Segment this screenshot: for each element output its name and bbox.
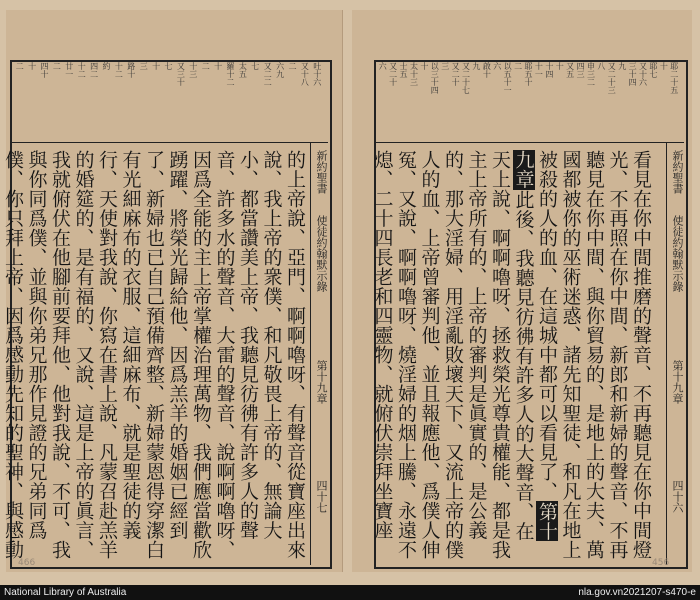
marginal-note: 太十三	[409, 62, 419, 86]
marginal-note: 三	[139, 62, 149, 70]
marginal-note: 九	[471, 62, 481, 70]
marginal-note: 六	[492, 62, 502, 70]
marginal-note: 八	[596, 62, 606, 70]
right-body-text	[371, 150, 652, 560]
left-running-title: 新約聖書	[315, 150, 328, 194]
marginal-note: 十四	[544, 62, 554, 78]
marginal-note: 十二	[114, 62, 124, 78]
left-body-text: 的上帝說、亞門、啊啊嚕呀、有聲音從寶座出來說、我上帝的衆僕、和凡敬畏上帝的、無論大小、都當讚美上帝、我聽見彷彿有許多人的聲音、許多水的聲音、大雷的聲音、說啊啊嚕呀、因爲全能的主上帝掌權治理萬物、我們應當歡欣踴躍、將榮光歸給他、因爲羔羊的婚姻已經到了、新婦也已自己預備齊整、新婦蒙恩得穿潔白有光細麻布的衣服、這細麻布、就是聖徒的義行、天使對我說、你寫在書上說、凡蒙召赴羔羊的婚筵的、是有福的、又說、這是上帝的眞言、我就俯伏在他腳前要拜他、他對我說、不可、我與你同爲僕、並與你弟兄那作見證的兄弟同爲僕、你只拜上帝、因爲感動先知的聖神、與感動	[2, 150, 306, 560]
marginal-note: 又二十	[451, 62, 461, 86]
left-page-number: 四十七	[315, 480, 328, 513]
marginal-note: 三	[440, 62, 450, 70]
marginal-note: 十	[151, 62, 161, 70]
right-marginal-notes	[374, 60, 684, 143]
marginal-note: 二	[288, 62, 297, 70]
marginal-note: 又十八	[300, 62, 310, 86]
right-page	[352, 10, 692, 572]
left-running-head-rule	[310, 142, 311, 565]
marginal-note: 十	[659, 62, 669, 70]
footer-identifier: nla.gov.vn2021207-s470-e	[578, 587, 696, 598]
marginal-note: 又二十	[388, 62, 398, 86]
marginal-note: 又三十	[176, 62, 186, 86]
footer-bar	[0, 585, 700, 600]
right-running-title: 新約聖書	[671, 150, 684, 194]
right-running-head-rule	[666, 142, 667, 565]
marginal-note: 又十六	[638, 62, 648, 86]
marginal-note: 十	[555, 62, 565, 70]
marginal-note: 十	[213, 62, 223, 70]
left-pencil-mark: 466	[18, 558, 36, 568]
right-page-number: 四十六	[671, 480, 684, 513]
marginal-note: 二	[513, 62, 523, 70]
left-book-title: 使徒約翰默示錄	[315, 215, 328, 292]
marginal-note: 四十	[40, 62, 49, 78]
marginal-note: 十	[419, 62, 429, 70]
marginal-note: 六九	[275, 62, 285, 78]
right-book-title: 使徒約翰默示錄	[671, 215, 684, 292]
marginal-note: 二	[52, 62, 62, 70]
chapter-marker-badge: 第十九章	[512, 150, 558, 541]
right-text-before: 看見在你中間推磨的聲音、不再聽見在你中間燈光、不再照在你中間、新郎和新婦的聲音、不再聽見在你中間、與你貿易的、是地上的大夫、萬國都被你的巫術迷惑、諸先知聖徒、和凡在地上被殺的人的血、在這城中都可以看見了、	[536, 150, 652, 560]
marginal-note: 十	[27, 62, 37, 70]
marginal-note: 路十	[126, 62, 136, 78]
marginal-note: 四二	[89, 62, 99, 78]
marginal-note: 十二	[77, 62, 87, 78]
marginal-note: 七	[164, 62, 173, 70]
marginal-note: 以五十一	[503, 62, 513, 94]
marginal-note: 三十四	[628, 62, 638, 86]
right-pencil-mark: 456	[652, 558, 670, 568]
marginal-note: 又五	[565, 62, 575, 78]
marginal-note: 士五	[399, 62, 409, 78]
left-marginal-notes	[10, 60, 328, 143]
right-chapter-label: 第十九章	[671, 360, 684, 404]
left-page	[2, 10, 343, 572]
marginal-note: 二	[15, 62, 25, 70]
footer-library-name: National Library of Australia	[4, 587, 127, 598]
marginal-note: 十一	[534, 62, 544, 78]
marginal-note: 啟十	[482, 62, 492, 78]
marginal-note: 申三二	[586, 62, 596, 86]
marginal-note: 廿一	[64, 62, 74, 78]
marginal-note: 四三	[576, 62, 586, 78]
marginal-note: 六	[378, 62, 388, 70]
marginal-note: 耶七	[648, 62, 658, 78]
marginal-note: 又二十三	[607, 62, 617, 94]
marginal-note: 耶二十五	[669, 62, 679, 94]
marginal-note: 羅十二	[226, 62, 235, 86]
marginal-note: 九	[617, 62, 627, 70]
marginal-note: 又二二	[263, 62, 273, 86]
marginal-note: 吐十六	[312, 62, 322, 86]
marginal-note: 耶五十	[524, 62, 533, 86]
marginal-note: 約	[102, 62, 111, 70]
marginal-note: 七	[250, 62, 260, 70]
marginal-note: 二	[201, 62, 211, 70]
right-text-after: 此後、我聽見彷彿有許多人的大聲音、在天上說、啊啊嚕呀、拯救榮光尊貴權能、都是我主上帝所有的、上帝的審判是眞實的、是公義的、那大淫婦、用淫亂敗壞天下、又流上帝的僕人的血、上帝曾審判他、並且報應他、爲僕人伸冤、又說、啊啊嚕呀、燒淫婦的烟上騰、永遠不熄、二十四長老和四靈物、就俯伏崇拜坐寶座	[371, 150, 535, 560]
marginal-note: 以三十四	[430, 62, 440, 94]
left-chapter-label: 第十九章	[315, 360, 328, 404]
marginal-note: 十三	[188, 62, 198, 78]
marginal-note: 又二十七	[461, 62, 471, 94]
marginal-note: 太五	[238, 62, 248, 78]
